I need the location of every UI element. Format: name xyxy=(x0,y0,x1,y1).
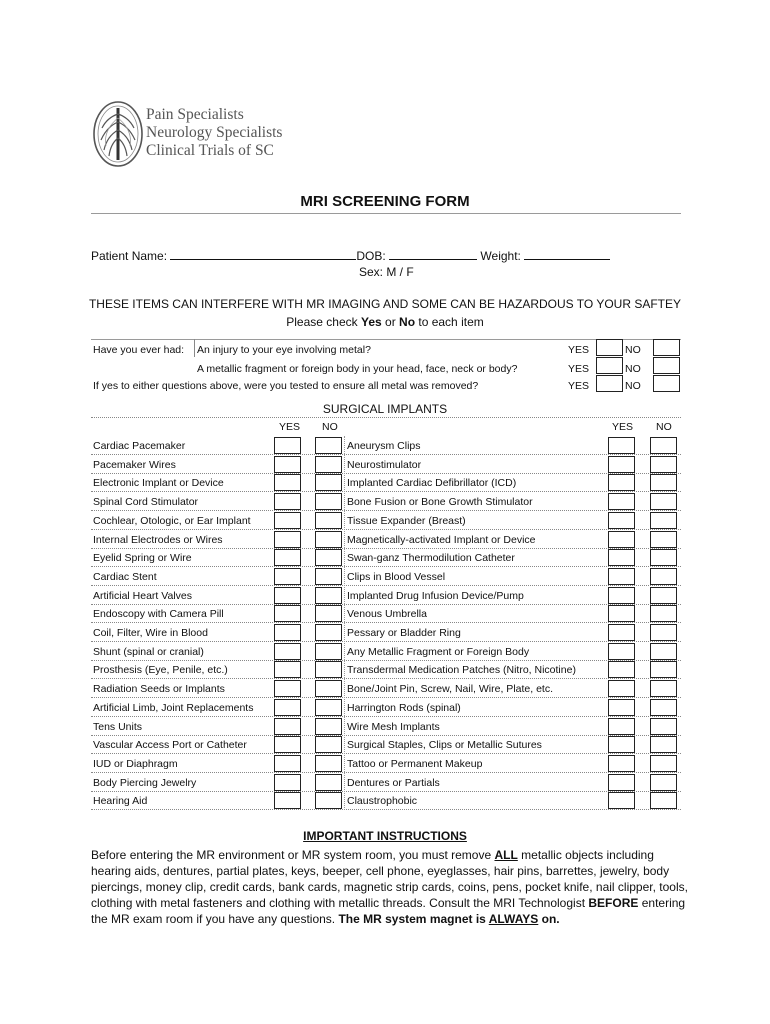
implant-left-no-checkbox[interactable] xyxy=(315,736,342,753)
implant-left-yes-checkbox[interactable] xyxy=(274,437,301,454)
implant-left-yes-checkbox[interactable] xyxy=(274,456,301,473)
implant-left-yes-checkbox[interactable] xyxy=(274,718,301,735)
implant-right-yes-checkbox[interactable] xyxy=(608,699,635,716)
q3-yes-checkbox[interactable] xyxy=(596,375,623,392)
instructions-all: ALL xyxy=(494,848,518,862)
left-no-header: NO xyxy=(322,421,338,433)
implant-right-no-checkbox[interactable] xyxy=(650,736,677,753)
implant-row-divider xyxy=(91,454,681,455)
implant-left-yes-checkbox[interactable] xyxy=(274,549,301,566)
implant-left-yes-checkbox[interactable] xyxy=(274,755,301,772)
implant-row-divider xyxy=(91,622,681,623)
implant-item-right: Transdermal Medication Patches (Nitro, Nicotine) xyxy=(347,664,576,677)
spine-nerve-icon xyxy=(92,100,144,168)
implant-item-right: Harrington Rods (spinal) xyxy=(347,701,461,714)
implant-item-left: Shunt (spinal or cranial) xyxy=(93,645,204,658)
patient-info-row xyxy=(91,248,610,263)
implant-right-no-checkbox[interactable] xyxy=(650,624,677,641)
question-1: An injury to your eye involving metal? xyxy=(197,344,371,356)
implant-right-yes-checkbox[interactable] xyxy=(608,474,635,491)
implant-row-divider xyxy=(91,641,681,642)
implant-right-yes-checkbox[interactable] xyxy=(608,792,635,809)
implant-left-yes-checkbox[interactable] xyxy=(274,587,301,604)
implant-left-no-checkbox[interactable] xyxy=(315,531,342,548)
implant-left-no-checkbox[interactable] xyxy=(315,456,342,473)
implant-left-no-checkbox[interactable] xyxy=(315,437,342,454)
question-3: If yes to either questions above, were you tested to ensure all metal was removed? xyxy=(93,380,479,392)
instructions-part-3: entering the MR exam room if you have any questions. xyxy=(91,896,686,926)
implant-row-divider xyxy=(91,566,681,567)
implant-row-divider xyxy=(91,604,681,605)
implant-item-left: Hearing Aid xyxy=(93,795,148,808)
implant-item-left: Endoscopy with Camera Pill xyxy=(93,608,224,621)
implant-item-left: Eyelid Spring or Wire xyxy=(93,552,192,565)
implant-left-no-checkbox[interactable] xyxy=(315,568,342,585)
implant-left-yes-checkbox[interactable] xyxy=(274,493,301,510)
check-no: No xyxy=(399,315,416,329)
question-intro: Have you ever had: xyxy=(93,344,185,356)
implant-right-yes-checkbox[interactable] xyxy=(608,680,635,697)
implant-left-no-checkbox[interactable] xyxy=(315,624,342,641)
implant-right-yes-checkbox[interactable] xyxy=(608,549,635,566)
implant-left-no-checkbox[interactable] xyxy=(315,774,342,791)
implant-right-no-checkbox[interactable] xyxy=(650,699,677,716)
check-suffix: to each item xyxy=(415,315,484,329)
implant-row-divider xyxy=(91,529,681,530)
implant-item-right: Venous Umbrella xyxy=(347,608,427,621)
check-or: or xyxy=(381,315,400,329)
magnet-suffix: on. xyxy=(538,912,560,926)
implant-right-yes-checkbox[interactable] xyxy=(608,456,635,473)
question-2: A metallic fragment or foreign body in your head, face, neck or body? xyxy=(197,363,518,375)
implant-item-right: Pessary or Bladder Ring xyxy=(347,627,461,639)
implant-item-left: Cardiac Pacemaker xyxy=(93,440,186,452)
dob-label: DOB: xyxy=(356,249,386,263)
instructions-heading xyxy=(0,829,770,843)
implant-item-right: Swan-ganz Thermodilution Catheter xyxy=(347,552,515,565)
instructions-before: BEFORE xyxy=(588,896,639,910)
implant-right-yes-checkbox[interactable] xyxy=(608,661,635,678)
implant-right-yes-checkbox[interactable] xyxy=(608,512,635,529)
implant-right-yes-checkbox[interactable] xyxy=(608,437,635,454)
implant-row-divider xyxy=(91,791,681,792)
implant-item-right: Implanted Cardiac Defibrillator (ICD) xyxy=(347,477,517,490)
title-divider xyxy=(91,213,681,214)
implant-item-left: Radiation Seeds or Implants xyxy=(93,683,225,696)
implant-right-no-checkbox[interactable] xyxy=(650,549,677,566)
implant-left-yes-checkbox[interactable] xyxy=(274,774,301,791)
logo xyxy=(92,100,322,170)
implant-right-yes-checkbox[interactable] xyxy=(608,587,635,604)
implant-row-divider xyxy=(91,753,681,754)
questions-table xyxy=(91,337,681,395)
implant-right-yes-checkbox[interactable] xyxy=(608,718,635,735)
q2-no-label: NO xyxy=(625,363,641,375)
weight-field[interactable] xyxy=(524,248,610,260)
left-yes-header: YES xyxy=(279,421,301,433)
implant-row-divider xyxy=(91,772,681,773)
implant-left-yes-checkbox[interactable] xyxy=(274,531,301,548)
implant-right-no-checkbox[interactable] xyxy=(650,493,677,510)
question-intro-divider xyxy=(194,339,195,357)
implant-left-no-checkbox[interactable] xyxy=(315,643,342,660)
implant-right-no-checkbox[interactable] xyxy=(650,774,677,791)
implant-row-divider xyxy=(91,697,681,698)
surgical-implants-heading: SURGICAL IMPLANTS xyxy=(322,402,448,416)
weight-label: Weight: xyxy=(480,249,521,263)
logo-line-3: Clinical Trials of SC xyxy=(146,142,274,159)
implant-right-no-checkbox[interactable] xyxy=(650,718,677,735)
instructions-body xyxy=(91,847,691,927)
implant-item-right: Dentures or Partials xyxy=(347,776,440,789)
implant-right-yes-checkbox[interactable] xyxy=(608,568,635,585)
logo-line-1: Pain Specialists xyxy=(146,106,244,123)
implant-row-divider xyxy=(91,548,681,549)
implant-left-no-checkbox[interactable] xyxy=(315,512,342,529)
implant-item-left: Internal Electrodes or Wires xyxy=(93,533,223,546)
q1-yes-checkbox[interactable] xyxy=(596,339,623,356)
dob-field[interactable] xyxy=(389,248,477,260)
implant-row-divider xyxy=(91,678,681,679)
implant-item-right: Magnetically-activated Implant or Device xyxy=(347,533,536,546)
implant-item-right: Implanted Drug Infusion Device/Pump xyxy=(347,589,524,602)
implant-left-no-checkbox[interactable] xyxy=(315,587,342,604)
q3-yes-label: YES xyxy=(568,380,590,392)
q3-no-checkbox[interactable] xyxy=(653,375,680,392)
implant-row-divider xyxy=(91,510,681,511)
check-prefix: Please check xyxy=(286,315,361,329)
implant-left-yes-checkbox[interactable] xyxy=(274,605,301,622)
implant-item-left: Cochlear, Otologic, or Ear Implant xyxy=(93,514,251,527)
patient-name-field[interactable] xyxy=(170,248,356,260)
implant-left-yes-checkbox[interactable] xyxy=(274,699,301,716)
implant-left-yes-checkbox[interactable] xyxy=(274,680,301,697)
implant-item-right: Wire Mesh Implants xyxy=(347,720,440,733)
implant-left-yes-checkbox[interactable] xyxy=(274,643,301,660)
questions-top-line xyxy=(91,339,681,340)
q2-yes-label: YES xyxy=(568,363,590,375)
implant-row-divider xyxy=(91,491,681,492)
implant-item-left: Artificial Limb, Joint Replacements xyxy=(93,701,254,714)
implant-item-left: Body Piercing Jewelry xyxy=(93,776,197,789)
right-no-header: NO xyxy=(656,421,672,433)
sex-field[interactable]: Sex: M / F xyxy=(359,265,414,279)
q2-no-checkbox[interactable] xyxy=(653,357,680,374)
implant-row-divider xyxy=(91,735,681,736)
implant-right-no-checkbox[interactable] xyxy=(650,568,677,585)
implant-item-right: Neurostimulator xyxy=(347,458,422,471)
implant-right-yes-checkbox[interactable] xyxy=(608,774,635,791)
implant-right-no-checkbox[interactable] xyxy=(650,587,677,604)
implant-row-divider xyxy=(91,660,681,661)
implant-right-yes-checkbox[interactable] xyxy=(608,624,635,641)
implant-item-right: Tattoo or Permanent Makeup xyxy=(347,757,483,770)
implant-left-no-checkbox[interactable] xyxy=(315,755,342,772)
warning-line: THESE ITEMS CAN INTERFERE WITH MR IMAGING AND SOME CAN BE HAZARDOUS TO YOUR SAFTEY xyxy=(88,297,682,311)
q2-yes-checkbox[interactable] xyxy=(596,357,623,374)
implant-left-no-checkbox[interactable] xyxy=(315,493,342,510)
implant-right-no-checkbox[interactable] xyxy=(650,661,677,678)
implant-right-no-checkbox[interactable] xyxy=(650,605,677,622)
implant-item-left: Coil, Filter, Wire in Blood xyxy=(93,627,208,639)
implant-item-right: Bone Fusion or Bone Growth Stimulator xyxy=(347,496,533,509)
q1-no-checkbox[interactable] xyxy=(653,339,680,356)
magnet-prefix: The MR system magnet is xyxy=(338,912,489,926)
q3-no-label: NO xyxy=(625,380,641,392)
implant-right-no-checkbox[interactable] xyxy=(650,531,677,548)
logo-line-2: Neurology Specialists xyxy=(146,124,283,141)
implant-item-left: Vascular Access Port or Catheter xyxy=(93,739,247,752)
implant-item-left: IUD or Diaphragm xyxy=(93,757,178,770)
implant-item-left: Pacemaker Wires xyxy=(93,458,176,471)
implant-item-left: Artificial Heart Valves xyxy=(93,589,193,602)
implant-left-yes-checkbox[interactable] xyxy=(274,661,301,678)
implant-left-no-checkbox[interactable] xyxy=(315,718,342,735)
implant-row-divider xyxy=(91,809,681,810)
instructions-part-1: Before entering the MR environment or MR system room, you must remove xyxy=(91,848,495,862)
implant-item-right: Tissue Expander (Breast) xyxy=(347,514,466,527)
q1-no-label: NO xyxy=(625,344,641,356)
implant-item-right: Aneurysm Clips xyxy=(347,440,421,452)
implant-right-no-checkbox[interactable] xyxy=(650,437,677,454)
implant-right-no-checkbox[interactable] xyxy=(650,755,677,772)
implant-left-yes-checkbox[interactable] xyxy=(274,568,301,585)
magnet-always: ALWAYS xyxy=(488,912,539,926)
implant-item-left: Spinal Cord Stimulator xyxy=(93,496,199,509)
implant-item-right: Any Metallic Fragment or Foreign Body xyxy=(347,645,530,658)
implant-left-no-checkbox[interactable] xyxy=(315,792,342,809)
implant-right-no-checkbox[interactable] xyxy=(650,456,677,473)
implant-row-divider xyxy=(91,473,681,474)
implant-left-no-checkbox[interactable] xyxy=(315,549,342,566)
implants-top-line xyxy=(91,417,681,418)
check-instruction xyxy=(0,315,770,329)
implant-left-yes-checkbox[interactable] xyxy=(274,512,301,529)
implant-item-left: Tens Units xyxy=(93,720,143,733)
implant-left-no-checkbox[interactable] xyxy=(315,474,342,491)
right-yes-header: YES xyxy=(612,421,634,433)
implant-item-right: Clips in Blood Vessel xyxy=(347,570,446,583)
implant-right-yes-checkbox[interactable] xyxy=(608,643,635,660)
implant-right-no-checkbox[interactable] xyxy=(650,680,677,697)
check-yes: Yes xyxy=(360,315,382,329)
implant-left-yes-checkbox[interactable] xyxy=(274,624,301,641)
implant-right-yes-checkbox[interactable] xyxy=(608,605,635,622)
implants-column-divider xyxy=(344,436,345,810)
implant-left-no-checkbox[interactable] xyxy=(315,605,342,622)
implant-row-divider xyxy=(91,585,681,586)
implant-item-right: Bone/Joint Pin, Screw, Nail, Wire, Plate, etc. xyxy=(347,683,554,696)
implant-item-right: Surgical Staples, Clips or Metallic Sutures xyxy=(347,739,542,752)
q1-yes-label: YES xyxy=(568,344,590,356)
implant-right-no-checkbox[interactable] xyxy=(650,512,677,529)
implant-left-no-checkbox[interactable] xyxy=(315,699,342,716)
implant-right-yes-checkbox[interactable] xyxy=(608,736,635,753)
implant-item-left: Prosthesis (Eye, Penile, etc.) xyxy=(93,664,228,677)
instructions-heading-text: IMPORTANT INSTRUCTIONS xyxy=(303,829,467,843)
implant-right-yes-checkbox[interactable] xyxy=(608,755,635,772)
implant-left-yes-checkbox[interactable] xyxy=(274,792,301,809)
implant-right-no-checkbox[interactable] xyxy=(650,792,677,809)
implant-right-no-checkbox[interactable] xyxy=(650,474,677,491)
instructions-part-2: metallic objects including hearing aids, dentures, partial plates, keys, beeper, cell phone, eyeglasses, hair pins, barrettes, jewelry, body piercings, money clip, credit cards, bank cards, magnetic strip cards, coins, pens, pocket knife, nail clipper, tools, clothing with metal fasteners and clothing with metallic threads. Consult the MRI Technologist xyxy=(91,848,688,910)
implant-item-left: Cardiac Stent xyxy=(93,570,157,583)
page-title: MRI SCREENING FORM xyxy=(300,193,470,210)
implant-left-no-checkbox[interactable] xyxy=(315,661,342,678)
implant-right-no-checkbox[interactable] xyxy=(650,643,677,660)
implant-left-yes-checkbox[interactable] xyxy=(274,736,301,753)
patient-name-label: Patient Name: xyxy=(91,249,168,263)
implant-left-yes-checkbox[interactable] xyxy=(274,474,301,491)
implant-item-left: Electronic Implant or Device xyxy=(93,477,224,490)
implant-row-divider xyxy=(91,716,681,717)
implant-left-no-checkbox[interactable] xyxy=(315,680,342,697)
implant-right-yes-checkbox[interactable] xyxy=(608,531,635,548)
implant-right-yes-checkbox[interactable] xyxy=(608,493,635,510)
implant-item-right: Claustrophobic xyxy=(347,795,418,808)
